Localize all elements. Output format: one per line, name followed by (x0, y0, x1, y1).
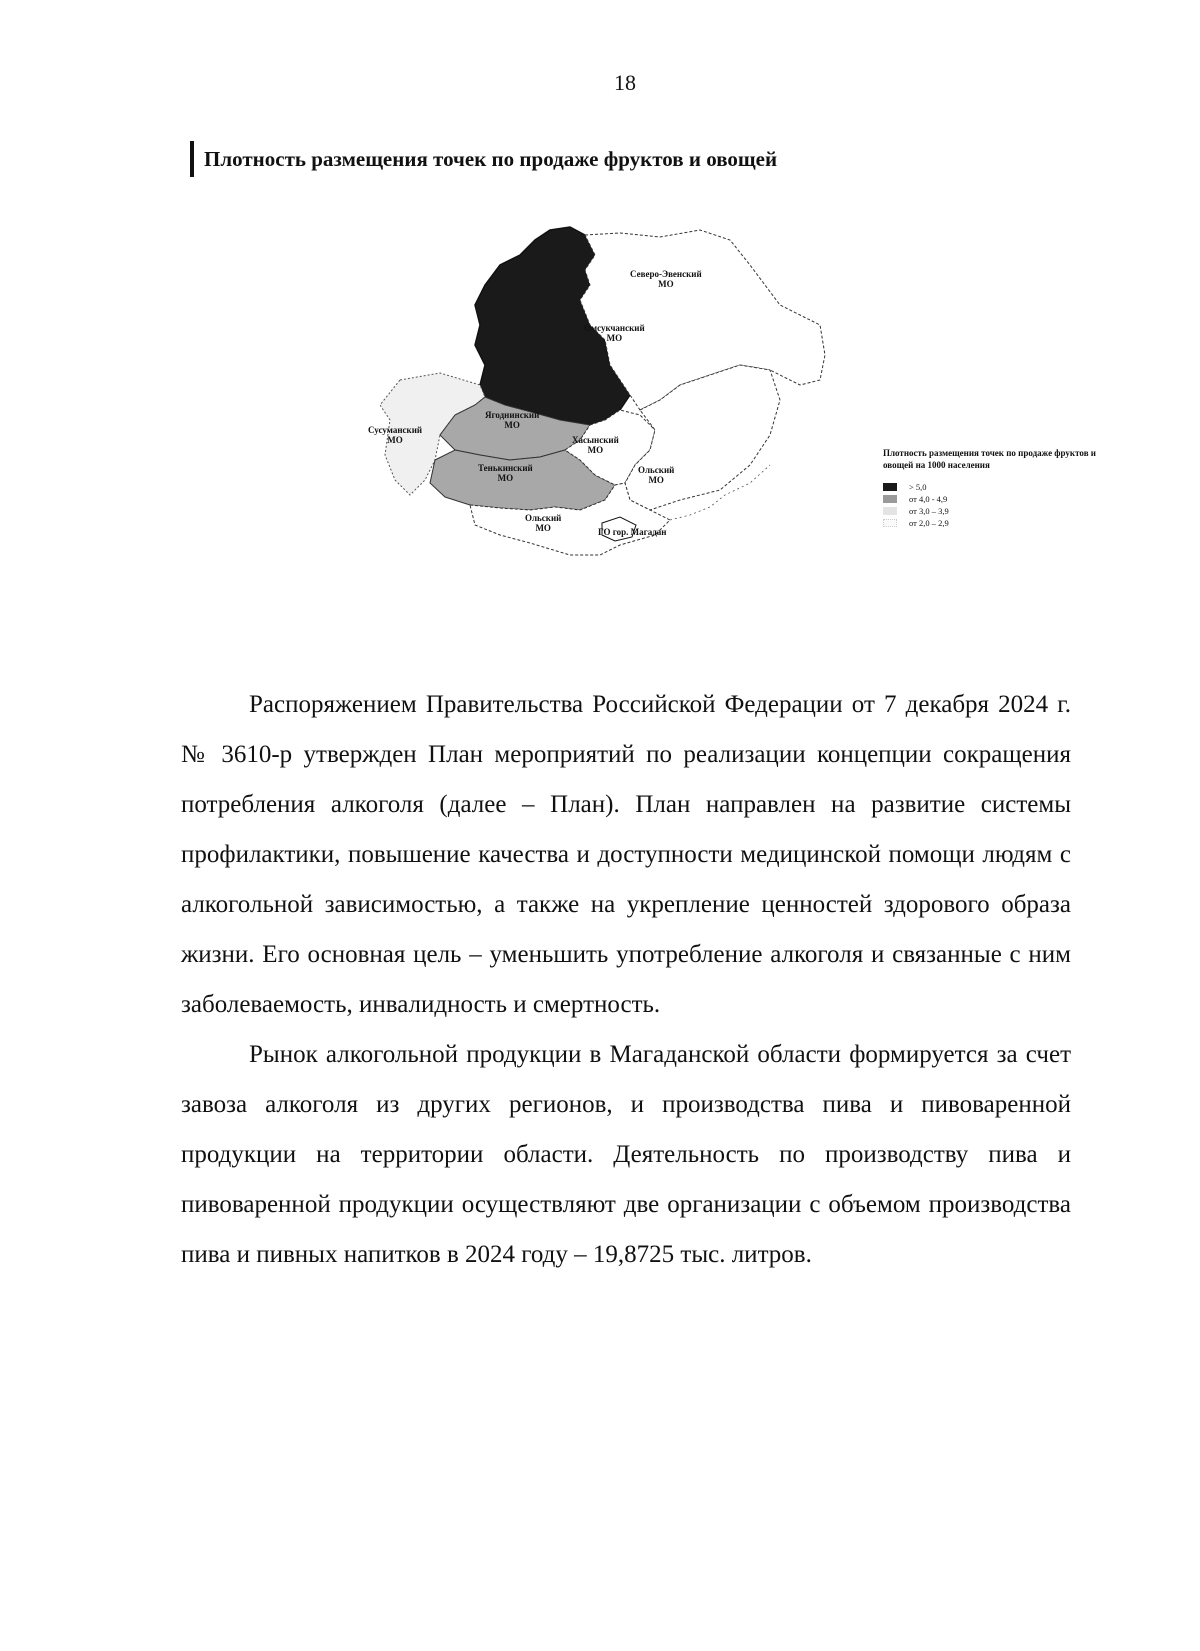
label-omsukchansky: Омсукчанский МО (584, 323, 645, 343)
legend-title: Плотность размещения точек по продаже фруктов и овощей на 1000 населения (883, 448, 1096, 470)
label-khasynsky: Хасынский МО (572, 435, 619, 455)
label-severo-evensky: Северо-Эвенский МО (630, 269, 702, 289)
legend-label: от 3,0 – 3,9 (909, 506, 949, 516)
section-heading: Плотность размещения точек по продаже фруктов и овощей (190, 141, 777, 177)
body-text (181, 680, 1071, 1280)
page-number: 18 (614, 70, 636, 95)
legend-items (883, 481, 1123, 529)
map-legend (883, 447, 1123, 529)
paragraph-market: Рынок алкогольной продукции в Магаданской области формируется за счет завоза алкоголя из других регионов, и производства пива и пивоваренной продукции на территории области. Деятельность по производству пива и пивоваренной продукции осуществляют две организации с объемом производства пива и пивных напитков в 2024 году – 19,8725 тыс. литров. (181, 1041, 1071, 1268)
label-go-magadan: ГО гор. Магадан (598, 527, 667, 537)
legend-label: > 5,0 (909, 482, 927, 492)
legend-label: от 2,0 – 2,9 (909, 518, 949, 528)
paragraph-plan: Распоряжением Правительства Российской Федерации от 7 декабря 2024 г. № 3610-р утвержден План мероприятий по реализации концепции сокращения потребления алкоголя (далее – План). План направлен на развитие системы профилактики, повышение качества и доступности медицинской помощи людям с алкогольной зависимостью, а также на укрепление ценностей здорового образа жизни. Его основная цель – уменьшить употребление алкоголя и связанные с ним заболеваемость, инвалидность и смертность. (181, 691, 1071, 1018)
density-map (368, 225, 1120, 605)
legend-swatch (883, 483, 897, 491)
label-yagodninsky: Ягоднинский МО (485, 410, 540, 430)
label-olsky-east: Ольский МО (638, 465, 675, 485)
legend-item (883, 481, 1123, 493)
legend-swatch (883, 495, 897, 503)
legend-swatch (883, 507, 897, 515)
legend-item (883, 493, 1123, 505)
legend-item (883, 505, 1123, 517)
label-tenkinsky: Тенькинский МО (478, 463, 533, 483)
label-olsky-south: Ольский МО (525, 513, 562, 533)
label-susumansky: Сусуманский МО (368, 425, 423, 445)
legend-swatch (883, 519, 897, 527)
legend-item (883, 517, 1123, 529)
legend-label: от 4,0 - 4,9 (909, 494, 948, 504)
